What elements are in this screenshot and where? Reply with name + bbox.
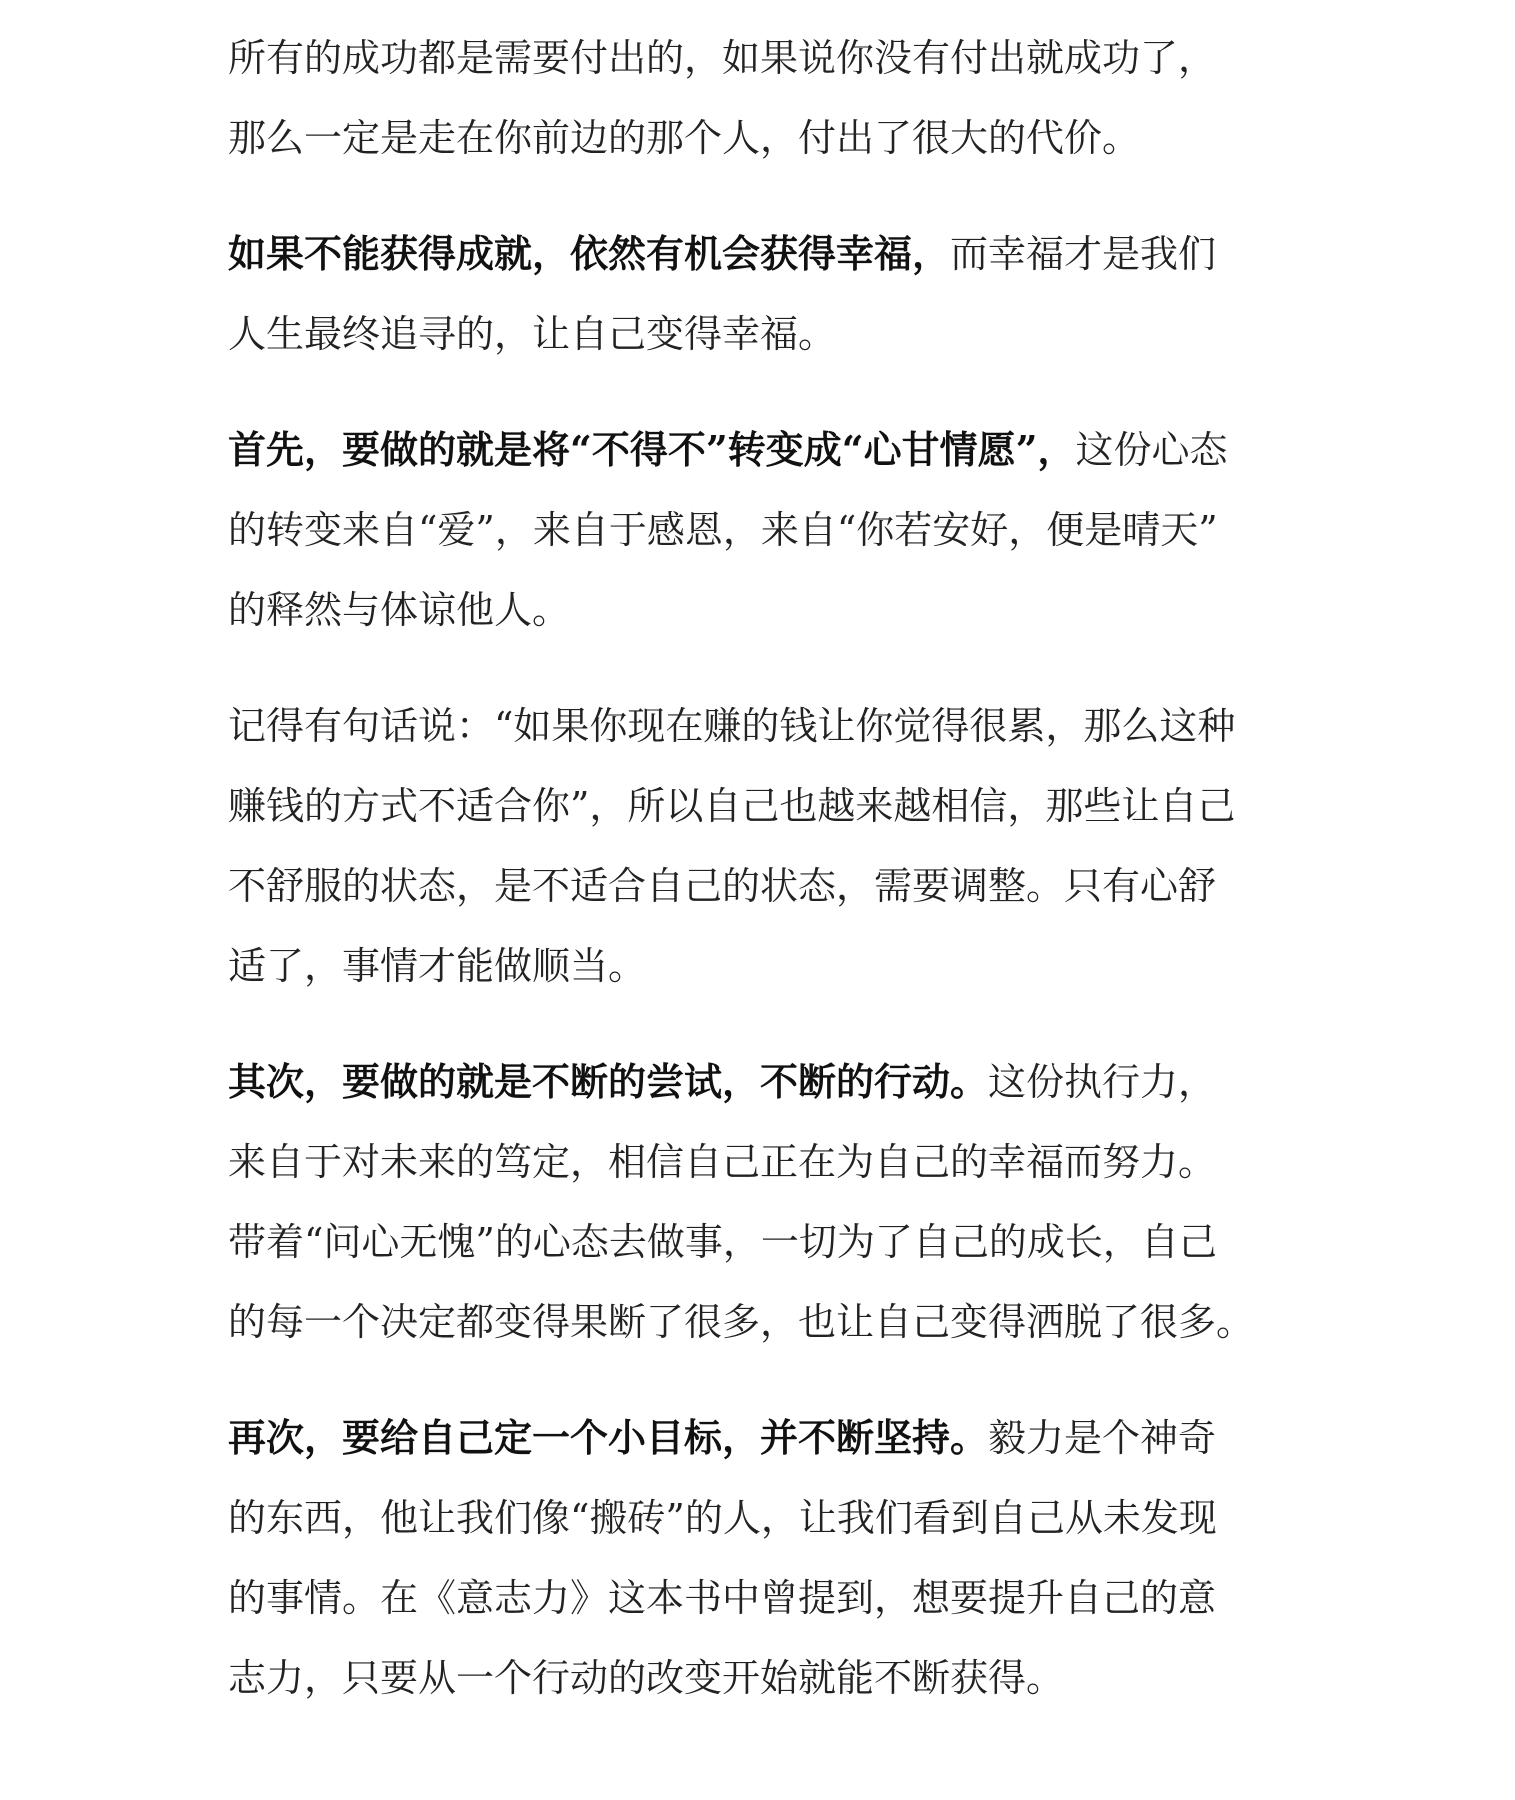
text-run: 的释然与体谅他人。 bbox=[228, 588, 571, 632]
text-line bbox=[228, 1282, 1318, 1362]
paragraph-spacer bbox=[228, 650, 1318, 686]
paragraph-5 bbox=[228, 1042, 1318, 1362]
text-line bbox=[228, 490, 1318, 570]
text-line bbox=[228, 1478, 1318, 1558]
text-run: 带着“问心无愧”的心态去做事，一切为了自己的成长，自己 bbox=[228, 1220, 1217, 1264]
text-line bbox=[228, 846, 1318, 926]
text-line bbox=[228, 98, 1318, 178]
text-line bbox=[228, 410, 1318, 490]
text-run: 那么一定是走在你前边的那个人，付出了很大的代价。 bbox=[228, 116, 1141, 160]
text-line bbox=[228, 1638, 1318, 1718]
text-run: 不舒服的状态，是不适合自己的状态，需要调整。只有心舒 bbox=[228, 864, 1217, 908]
paragraph-1 bbox=[228, 18, 1318, 178]
text-run: 而幸福才是我们 bbox=[950, 232, 1217, 276]
paragraph-6 bbox=[228, 1398, 1318, 1718]
text-line bbox=[228, 294, 1318, 374]
text-line bbox=[228, 766, 1318, 846]
text-run: 志力，只要从一个行动的改变开始就能不断获得。 bbox=[228, 1656, 1065, 1700]
paragraph-spacer bbox=[228, 1006, 1318, 1042]
text-line bbox=[228, 1398, 1318, 1478]
text-line bbox=[228, 214, 1318, 294]
bold-text-run: 其次，要做的就是不断的尝试，不断的行动。 bbox=[228, 1059, 989, 1104]
bold-text-run: 首先，要做的就是将“不得不”转变成“心甘情愿”， bbox=[228, 427, 1076, 472]
text-run: 毅力是个神奇 bbox=[988, 1416, 1217, 1460]
article-body bbox=[228, 18, 1318, 1718]
paragraph-spacer bbox=[228, 178, 1318, 214]
paragraph-4 bbox=[228, 686, 1318, 1006]
bold-text-run: 如果不能获得成就，依然有机会获得幸福， bbox=[228, 231, 951, 276]
text-line bbox=[228, 1122, 1318, 1202]
text-run: 适了，事情才能做顺当。 bbox=[228, 944, 647, 988]
text-run: 记得有句话说：“如果你现在赚的钱让你觉得很累，那么这种 bbox=[228, 704, 1236, 748]
paragraph-3 bbox=[228, 410, 1318, 650]
text-run: 这份心态 bbox=[1075, 428, 1228, 472]
text-run: 人生最终追寻的，让自己变得幸福。 bbox=[228, 312, 837, 356]
text-line bbox=[228, 686, 1318, 766]
text-run: 来自于对未来的笃定，相信自己正在为自己的幸福而努力。 bbox=[228, 1140, 1217, 1184]
paragraph-spacer bbox=[228, 1362, 1318, 1398]
text-line bbox=[228, 1558, 1318, 1638]
text-line bbox=[228, 1042, 1318, 1122]
text-run: 赚钱的方式不适合你”，所以自己也越来越相信，那些让自己 bbox=[228, 784, 1236, 828]
text-line bbox=[228, 926, 1318, 1006]
text-line bbox=[228, 570, 1318, 650]
text-run: 这份执行力， bbox=[988, 1060, 1217, 1104]
bold-text-run: 再次，要给自己定一个小目标，并不断坚持。 bbox=[228, 1415, 989, 1460]
text-run: 的转变来自“爱”，来自于感恩，来自“你若安好，便是晴天” bbox=[228, 508, 1218, 552]
text-line bbox=[228, 1202, 1318, 1282]
paragraph-spacer bbox=[228, 374, 1318, 410]
text-run: 所有的成功都是需要付出的，如果说你没有付出就成功了， bbox=[228, 36, 1217, 80]
text-run: 的每一个决定都变得果断了很多，也让自己变得洒脱了很多。 bbox=[228, 1300, 1255, 1344]
text-run: 的事情。在《意志力》这本书中曾提到，想要提升自己的意 bbox=[228, 1576, 1217, 1620]
paragraph-2 bbox=[228, 214, 1318, 374]
text-run: 的东西，他让我们像“搬砖”的人，让我们看到自己从未发现 bbox=[228, 1496, 1217, 1540]
text-line bbox=[228, 18, 1318, 98]
